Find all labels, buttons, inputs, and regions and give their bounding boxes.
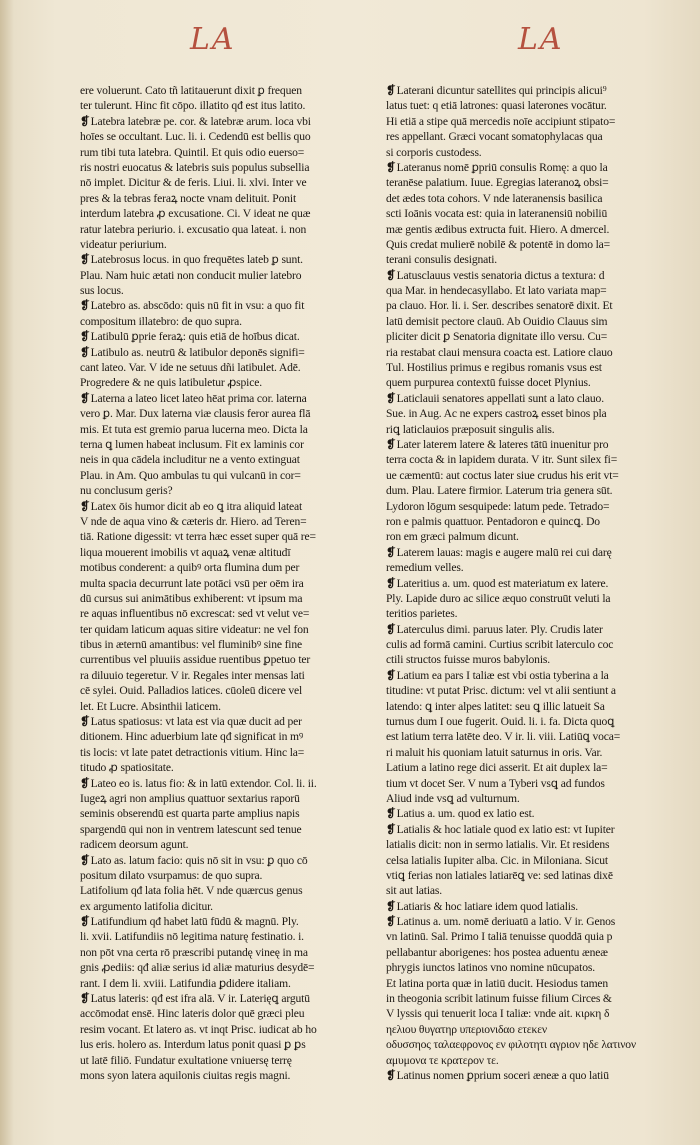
text-line: tis locis: vt late patet detractionis vitium. Hinc la= <box>80 745 305 759</box>
text-line: ctili structos fuisse muros babylonis. <box>386 653 551 667</box>
text-line: cē sylei. Ouid. Palladios latices. cūoleū dicere vel <box>80 684 303 698</box>
text-line: turnus dum I oue fugerit. Ouid. li. i. fa. Dicta quoꝗ <box>386 715 615 729</box>
text-line: rant. I dem li. xviii. Latifundia ꝑdidere italiam. <box>80 976 291 990</box>
running-head-right: LA <box>518 22 564 57</box>
text-line: mis. Et tuta est gremio parua lucerna meo. Dicta la <box>80 422 308 436</box>
text-line: Ply. Lapide duro ac silice æquo construūt veluti la <box>386 591 611 605</box>
entry-headword-line: ❡ Latibulo as. neutrū & latibulor deponēs signifi= <box>80 345 370 360</box>
page-fold-shadow <box>0 0 14 1145</box>
text-line: pres & la tebras feraꝝ nocte vnam delituit. Ponit <box>80 191 297 205</box>
text-line: teranēse palatium. Iuue. Egregias lateranoꝝ obsi= <box>386 176 609 190</box>
text-line: Latium a latino rege dici asserit. Et ait duplex la= <box>386 761 608 775</box>
text-line: ria restabat claui mensura coacta est. Latiore clauo <box>386 345 613 359</box>
entry-headword-line: ❡ Lateritius a. um. quod est materiatum ex latere. <box>386 576 676 591</box>
entry-headword-line: ❡ Lateo eo is. latus fio: & in latū extendor. Col. li. ii. <box>80 776 370 791</box>
entry-headword-line: ❡ Latex ōis humor dicit ab eo ꝗ itra aliquid lateat <box>80 499 370 514</box>
text-line: hoīes se occultant. Luc. li. i. Cedendū est bellis quo <box>80 130 311 144</box>
text-line: ex argumento latifolia dicitur. <box>80 899 213 913</box>
text-line: tiā. Ratione digessit: vt terra hæc esset super quā re= <box>80 530 316 544</box>
text-line: celsa latialis Iupiter alba. Cic. in Miloniana. Sicut <box>386 853 608 867</box>
text-line: V nde de aqua vino & cæteris dr. Hiero. ad Teren= <box>80 514 307 528</box>
text-line: Lydoron lōgum sesquipede: latum pede. Tetrado= <box>386 499 610 513</box>
entry-headword-line: ❡ Latus lateris: qđ est ifra alā. V ir. Laterięꝗ argutū <box>80 991 370 1006</box>
text-line: ere voluerunt. Cato tñ latitauerunt dixit ꝑ frequen <box>80 84 302 97</box>
text-line: det ædes tota cohors. V nde lateranensis basilica <box>386 191 603 205</box>
text-line: vero ꝑ. Mar. Dux laterna viæ clausis feror aurea flā <box>80 407 311 421</box>
text-line: liqua mouerent imobilis vt aquaꝝ venæ altitudī <box>80 545 291 559</box>
entry-headword-line: ❡ Latusclauus vestis senatoria dictus a textura: d <box>386 268 676 283</box>
text-line: phrygis iunctos latinos vno nomine nūcupatos. <box>386 961 596 975</box>
entry-headword-line: ❡ Latifundium qđ habet latū fūdū & magnū. Ply. <box>80 914 370 929</box>
entry-headword-line: ❡ Latiaris & hoc latiare idem quod latialis. <box>386 899 676 914</box>
entry-headword-line: ❡ Latialis & hoc latiale quod ex latio est: vt Iupiter <box>386 822 676 837</box>
text-line: ri maluit his quoniam latuit saturnus in oris. Var. <box>386 745 603 759</box>
text-line: li. xvii. Latifundiis nō legitima naturę festinatio. i. <box>80 930 304 944</box>
text-line: ra diluuio tegeretur. V ir. Regales inter mensas lati <box>80 668 305 682</box>
text-line: latialis dicit: non in sermo latialis. Vir. Et residens <box>386 838 610 852</box>
entry-headword-line: ❡ Laterna a lateo licet lateo hēat prima cor. laterna <box>80 391 370 406</box>
text-line: radicem deorsum agunt. <box>80 838 189 852</box>
text-line: resim vocant. Et latero as. vt inqt Prisc. iudicat ab ho <box>80 1022 317 1036</box>
text-line: sus locus. <box>80 284 124 298</box>
text-line: terna ꝗ lumen habeat inclusum. Fit ex laminis cor <box>80 437 304 451</box>
text-line: teritios parietes. <box>386 607 458 621</box>
text-line: mæ gentis ædibus extructa fuit. Hiero. A dmercel. <box>386 222 610 236</box>
text-line: nu conclusum geris? <box>80 484 173 498</box>
text-line: ηελιου θυγατηρ υπεριονιδαο ετεκεν <box>386 1022 548 1036</box>
text-line: dum. Plau. Latere firmior. Laterum tria genera sūt. <box>386 484 613 498</box>
entry-headword-line: ❡ Latius a. um. quod ex latio est. <box>386 806 676 821</box>
text-line: est latium terra latēte deo. V ir. li. viii. Latiūꝗ voca= <box>386 730 621 744</box>
text-line: Plau. in Am. Quo ambulas tu qui vulcanū in cor= <box>80 468 301 482</box>
entry-headword-line: ❡ Latium ea pars I taliæ est vbi ostia tyberina a la <box>386 668 676 683</box>
text-line: Iugeꝝ agri non amplius quattuor sextarius raporū <box>80 791 300 805</box>
text-line: tibus in æternū amantibus: vel fluminibꝰ sine fine <box>80 638 303 652</box>
text-line: re aquas influentibus nō excrescat: sed vt velut ve= <box>80 607 310 621</box>
text-line: positum dilato vsurpamus: de quo supra. <box>80 868 263 882</box>
entry-headword-line: ❡ Lateranus nomē ꝑpriū consulis Romę: a quo la <box>386 160 676 175</box>
text-line: ron e palmis quattuor. Pentadoron e quincꝗ. Do <box>386 514 600 528</box>
text-line: culis ad formā camini. Curtius scribit laterculo coc <box>386 638 614 652</box>
entry-headword-line: ❡ Laterani dicuntur satellites qui principis alicui⁹ <box>386 83 676 98</box>
text-line: latendo: ꝗ inter alpes latitet: seu ꝗ illic latueit Sa <box>386 699 605 713</box>
text-line: remedium velles. <box>386 561 464 575</box>
entry-headword-line: ❡ Latebra latebræ pe. cor. & latebræ arum. loca vbi <box>80 114 370 129</box>
text-line: vtiꝗ ferias non latiales latiarēꝗ ve: sed latinas dixē <box>386 868 613 882</box>
text-line: motibus conderent: a quibꝰ orta flumina dum per <box>80 561 300 575</box>
text-line: in theogonia scribit latinum fuisse filium Circes & <box>386 992 612 1006</box>
entry-headword-line: ❡ Laterculus dimi. paruus later. Ply. Crudis later <box>386 622 676 637</box>
entry-headword-line: ❡ Later laterem latere & lateres tātū inuenitur pro <box>386 437 676 452</box>
text-line: compositum illatebro: de quo supra. <box>80 314 242 328</box>
text-line: vn latinū. Sal. Primo I taliā tenuisse quoddā quia p <box>386 930 613 944</box>
text-line: οδυσσηος ταλαεφρονος εν φιλοτητι αγριον ηδε λατινον <box>386 1038 637 1052</box>
text-column-left <box>80 83 370 1083</box>
text-line: nō implet. Dicitur & de feris. Liui. li. xlvi. Inter ve <box>80 176 307 190</box>
text-line: terani consulis designati. <box>386 253 498 267</box>
text-column-right <box>386 83 676 1083</box>
text-line: tium vt docet Ser. V num a Tyberi vsꝗ ad fundos <box>386 776 605 790</box>
text-line: ron em græci palmum dicunt. <box>386 530 519 544</box>
text-line: Quis credat mulierē nobilē & potentē in domo la= <box>386 237 611 251</box>
text-line: V lyssis qui tenuerit loca I taliæ: vnde ait. κιρκη δ <box>386 1007 610 1021</box>
entry-headword-line: ❡ Latibulū ꝑprie feraꝝ: quis etiā de hoībus dicat. <box>80 329 370 344</box>
text-line: rum tibi tuta latebra. Quintil. Et quis odio euerso= <box>80 145 305 159</box>
text-line: Progredere & ne quis latibuletur ꝓspice. <box>80 376 262 390</box>
text-line: latū demisit pectore clauū. Ab Ouidio Clauus sim <box>386 314 608 328</box>
text-line: currentibus vel pluuiis assidue ruentibus ꝑpetuo ter <box>80 653 311 667</box>
text-line: pliciter dicit ꝑ Senatoria dignitate illo versu. Cu= <box>386 330 608 344</box>
text-line: dū cursus sui animātibus exhiberent: vt ipsum ma <box>80 591 303 605</box>
entry-headword-line: ❡ Latus spatiosus: vt lata est via quæ ducit ad per <box>80 714 370 729</box>
text-line: spargendū qui non in ventrem latescunt sed tenue <box>80 822 302 836</box>
text-line: Latifolium qđ lata folia hēt. V nde quærcus genus <box>80 884 303 898</box>
text-line: titudo ꝓ spatiositate. <box>80 761 174 775</box>
entry-headword-line: ❡ Lato as. latum facio: quis nō sit in vsu: ꝑ quo cō <box>80 853 370 868</box>
text-line: qua Mar. in hendecasyllabo. Et lato variata map= <box>386 284 607 298</box>
text-line: neis in qua cādela includitur ne a vento extinguat <box>80 453 300 467</box>
text-line: αμυμονα τε κρατερον τε. <box>386 1053 499 1067</box>
text-line: titudine: vt putat Prisc. dictum: vel vt alii sentiunt a <box>386 684 616 698</box>
text-line: scti Ioānis vocata est: quia in lateranensiū nobiliū <box>386 207 608 221</box>
text-line: ut latē filiō. Fundatur exultatione vniuersę terrę <box>80 1053 292 1067</box>
text-line: ue cæmentū: aut coctus later siue crudus his erit vt= <box>386 468 619 482</box>
entry-headword-line: ❡ Latinus nomen ꝑprium soceri æneæ a quo latiū <box>386 1068 676 1083</box>
running-head-left: LA <box>190 22 236 57</box>
entry-headword-line: ❡ Latebrosus locus. in quo frequētes lateb ꝑ sunt. <box>80 252 370 267</box>
text-line: sit aut latias. <box>386 884 443 898</box>
text-line: Plau. Nam huic ætati non conducit mulier latebro <box>80 268 302 282</box>
text-line: ter tulerunt. Hinc fit cōpo. illatito qđ est itus latito. <box>80 99 306 113</box>
text-line: Sue. in Aug. Ac ne expers castroꝝ esset binos pla <box>386 407 607 421</box>
text-line: res appellant. Græci vocant somatophylacas qua <box>386 130 603 144</box>
entry-headword-line: ❡ Laticlauii senatores appellati sunt a lato clauo. <box>386 391 676 406</box>
text-line: terra cocta & in lapidem durata. V itr. Sunt silex fi= <box>386 453 618 467</box>
text-line: gnis ꝓediis: qđ aliæ serius id aliæ maturius desydē= <box>80 961 315 975</box>
text-line: multa spacia decurrunt late potāci vsū per oēm ira <box>80 576 304 590</box>
text-line: latus tuet: q etiā latrones: quasi laterones vocātur. <box>386 99 607 113</box>
text-line: Hi etiā a stipe quā mercedis noīe accipiunt stipato= <box>386 114 616 128</box>
text-line: ter quidam laticum aquas sitire videatur: ne vel fon <box>80 622 309 636</box>
text-line: Et latina porta quæ in latiū ducit. Hesiodus tamen <box>386 976 609 990</box>
text-line: si corporis custodess. <box>386 145 482 159</box>
text-line: lus eris. holero as. Interdum latus ponit quasi ꝑ ꝑs <box>80 1038 306 1052</box>
entry-headword-line: ❡ Latinus a. um. nomē deriuatū a latio. V ir. Genos <box>386 914 676 929</box>
text-line: cant lateo. Var. V ide ne setuus dñi latibulet. Adē. <box>80 361 301 375</box>
text-line: non pōt vna certa rō præscribi putandę vineę in ma <box>80 945 308 959</box>
text-line: pa clauo. Hor. li. i. Ser. describes senatorē dixit. Et <box>386 299 613 313</box>
text-line: ris nostri euocatus & latebris suis populus subsellia <box>80 160 310 174</box>
text-line: ditionem. Hinc aduerbium late qđ significat in mꝰ <box>80 730 304 744</box>
entry-headword-line: ❡ Latebro as. abscōdo: quis nū fit in vsu: a quo fit <box>80 298 370 313</box>
text-line: accōmodat ensē. Hinc lateris dolor quē græci pleu <box>80 1007 305 1021</box>
entry-headword-line: ❡ Laterem lauas: magis e augere malū rei cui darę <box>386 545 676 560</box>
text-line: quem purpurea contextū fuisse docet Plynius. <box>386 376 591 390</box>
text-line: ratur latebra periurio. i. excusatio qua lateat. i. non <box>80 222 307 236</box>
text-line: Aliud inde vsꝗ ad vulturnum. <box>386 791 520 805</box>
text-line: seminis obserendū est quarta parte amplius napis <box>80 807 300 821</box>
text-line: pellabantur aborigenes: hos postea aduentu æneæ <box>386 945 608 959</box>
text-line: interdum latebra ꝓ excusatione. Ci. V ideat ne quæ <box>80 207 311 221</box>
text-line: videatur periurium. <box>80 237 167 251</box>
text-line: Tul. Hostilius primus e regibus romanis vsus est <box>386 361 602 375</box>
text-line: let. Et Lucre. Absinthii laticem. <box>80 699 221 713</box>
text-line: mons syon latera aquilonis ciuitas regis magni. <box>80 1069 291 1082</box>
text-line: riꝗ laticlauios præposuit singulis alis. <box>386 422 555 436</box>
